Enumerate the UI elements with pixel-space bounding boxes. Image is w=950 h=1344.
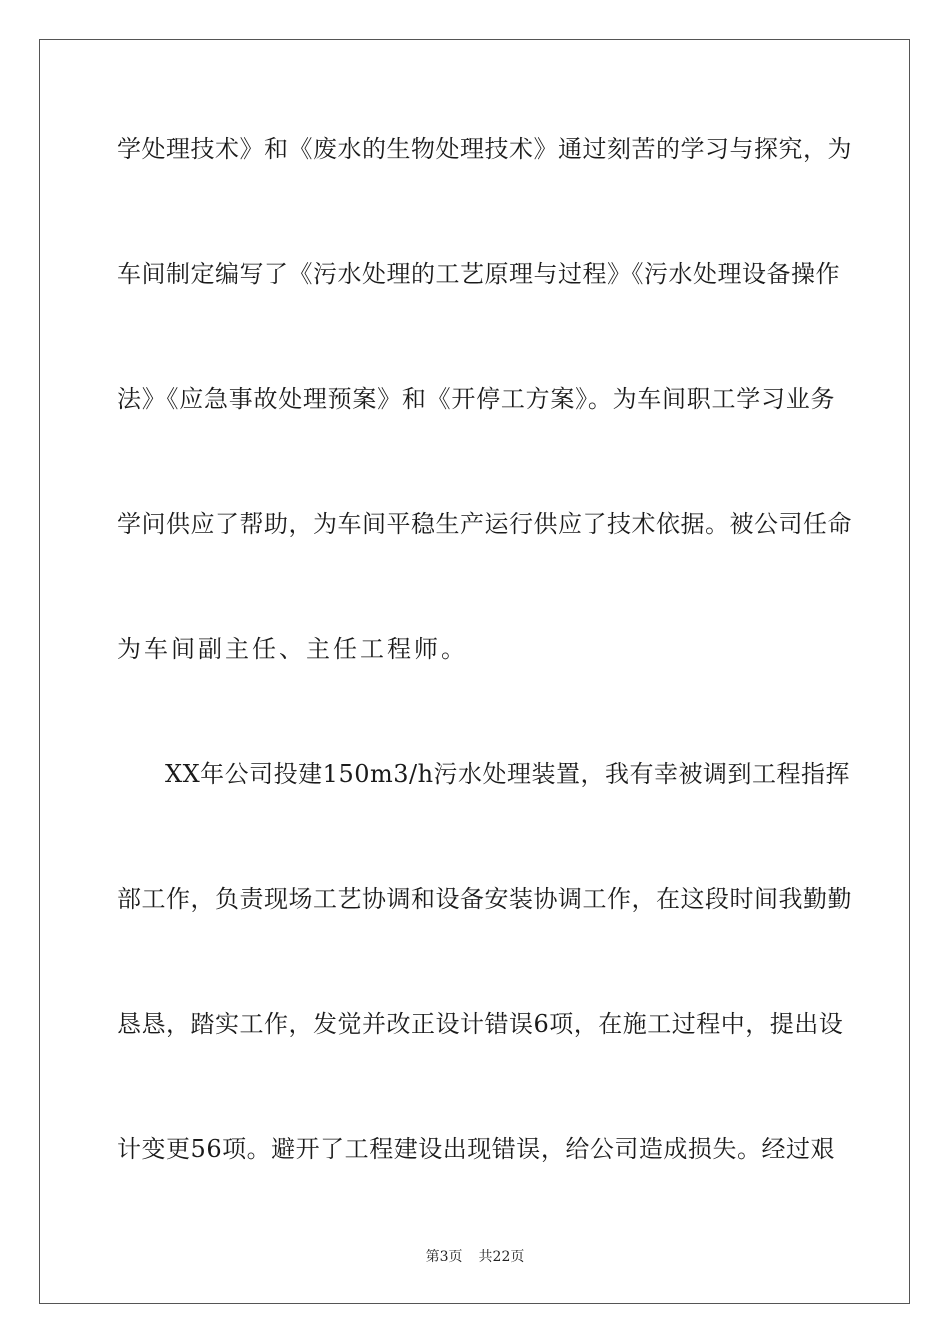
paragraph-line: 法》《应急事故处理预案》和《开停工方案》。为车间职工学习业务 — [117, 385, 835, 413]
paragraph-line: 为车间副主任、主任工程师。 — [117, 635, 468, 663]
page-number: 第3页 — [425, 1249, 463, 1265]
paragraph-line: 恳恳，踏实工作，发觉并改正设计错误6项，在施工过程中，提出设 — [117, 1010, 844, 1038]
paragraph-line: 学问供应了帮助，为车间平稳生产运行供应了技术依据。被公司任命 — [117, 510, 852, 538]
page-footer — [0, 1248, 950, 1266]
paragraph-line: 计变更56项。避开了工程建设出现错误，给公司造成损失。经过艰 — [117, 1135, 835, 1163]
paragraph-line: 车间制定编写了《污水处理的工艺原理与过程》《污水处理设备操作 — [117, 260, 840, 288]
paragraph-line: 部工作，负责现场工艺协调和设备安装协调工作，在这段时间我勤勤 — [117, 885, 852, 913]
paragraph-line: XX年公司投建150m3/h污水处理装置，我有幸被调到工程指挥 — [165, 760, 851, 788]
page-total: 共22页 — [478, 1249, 525, 1265]
paragraph-line: 学处理技术》和《废水的生物处理技术》通过刻苦的学习与探究，为 — [117, 135, 852, 163]
